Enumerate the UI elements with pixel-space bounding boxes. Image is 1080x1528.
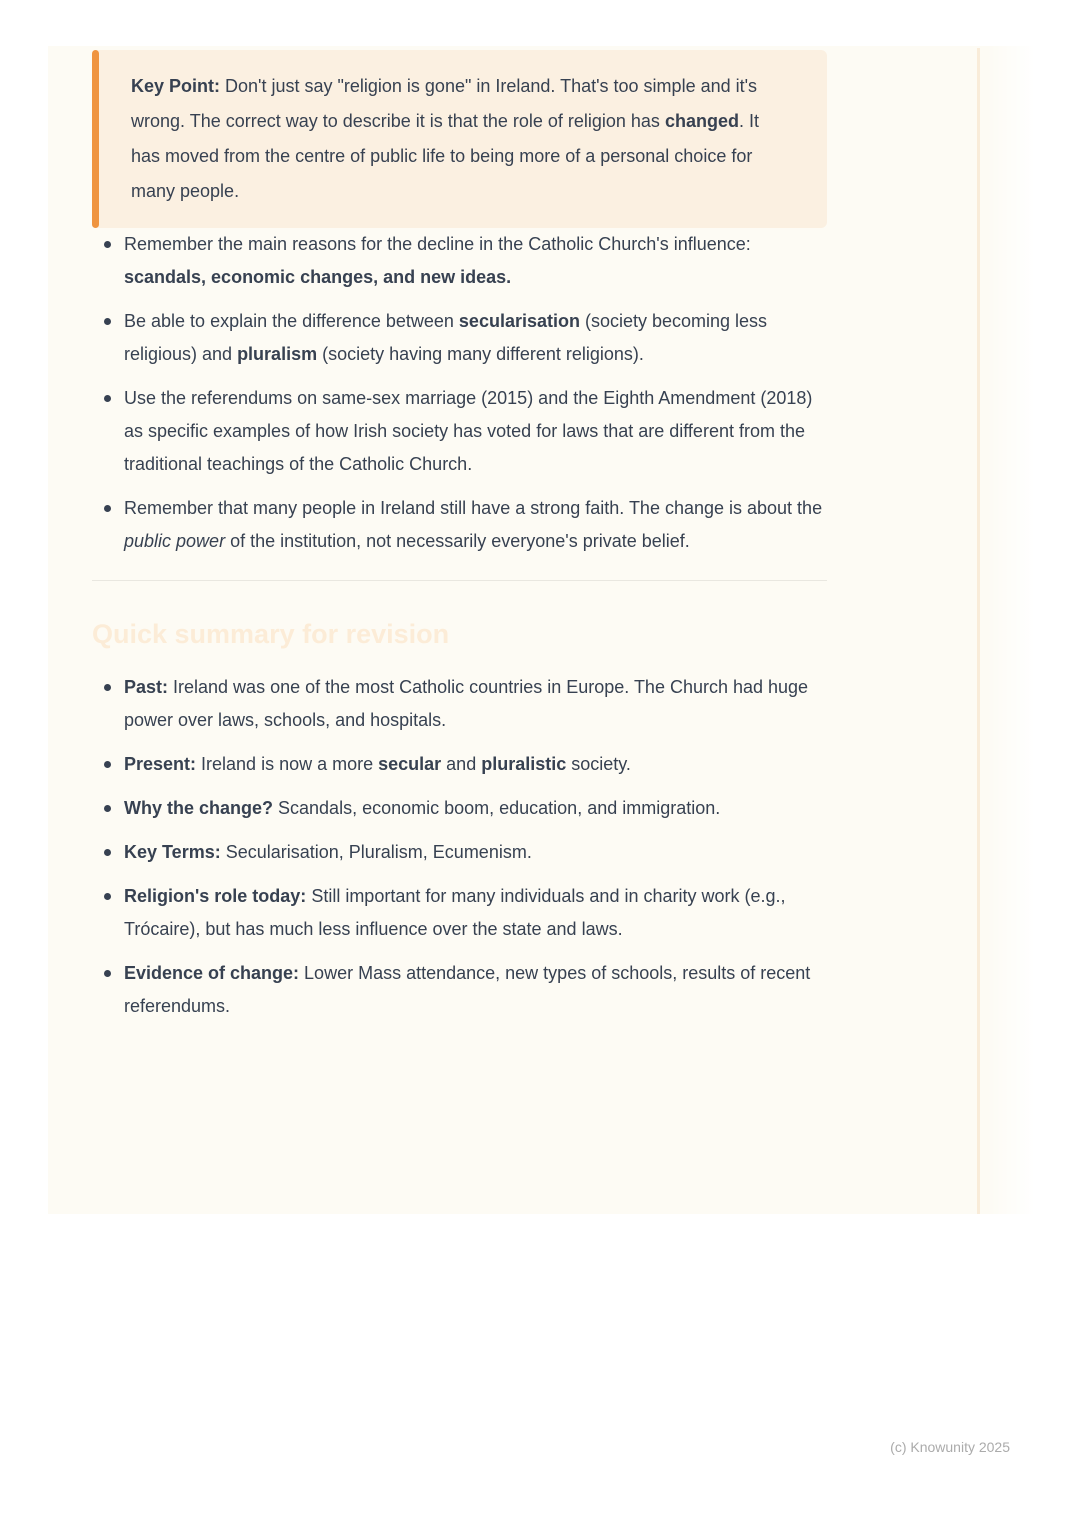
text-run: Remember the main reasons for the decline in the Catholic Church's influence:	[124, 234, 751, 254]
page-right-fade	[987, 46, 1035, 1214]
key-point-callout	[92, 50, 827, 228]
text-run: society.	[566, 754, 631, 775]
text-run: Present:	[124, 754, 197, 775]
bullet-item	[92, 880, 827, 946]
text-run: Evidence of change:	[124, 963, 300, 984]
text-run: Lower Mass attendance, new types of schools, results of recent referendums.	[124, 963, 811, 1017]
text-run: Scandals, economic boom, education, and immigration.	[273, 798, 721, 819]
text-run: secularisation	[458, 311, 580, 331]
bullet-item	[92, 305, 827, 371]
callout-accent-bar	[92, 50, 99, 228]
text-run: Ireland is now a more	[196, 754, 379, 775]
text-run: Key Point:	[131, 76, 221, 96]
text-run: Be able to explain the difference between	[124, 311, 459, 331]
text-run: and	[441, 754, 482, 775]
bullet-item	[92, 792, 827, 825]
text-run: Don't just say "religion is gone" in Ireland. That's too simple and it's wrong. The correct way to describe it is that the role of religion has	[131, 76, 758, 131]
text-run: of the institution, not necessarily everyone's private belief.	[225, 531, 690, 551]
exam-tips-list	[92, 228, 827, 558]
text-run: (society becoming less religious) and	[124, 311, 768, 364]
text-run: Ireland was one of the most Catholic countries in Europe. The Church had huge power over laws, schools, and hospitals.	[124, 677, 809, 731]
copyright-note: (c) Knowunity 2025	[890, 1439, 1010, 1455]
bullet-item	[92, 748, 827, 781]
text-run: public power	[124, 531, 226, 551]
document-page	[48, 46, 1035, 1214]
bullet-item	[92, 382, 827, 481]
text-run: Past:	[124, 677, 169, 698]
summary-heading: Quick summary for revision	[92, 619, 450, 649]
text-run: Secularisation, Pluralism, Ecumenism.	[220, 842, 532, 863]
summary-list	[92, 671, 827, 1023]
text-run: pluralistic	[481, 754, 567, 775]
text-run: Key Terms:	[124, 842, 221, 863]
text-run: Use the referendums on same-sex marriage (2015) and the Eighth Amendment (2018) as specific examples of how Irish society has voted for laws that are different from the traditional teachings of the Catholic Church.	[124, 388, 813, 474]
bullet-item	[92, 228, 827, 294]
bullet-item	[92, 957, 827, 1023]
text-run: changed	[664, 111, 739, 131]
bullet-item	[92, 492, 827, 558]
bullet-item	[92, 836, 827, 869]
text-run: Why the change?	[124, 798, 274, 819]
text-run: Remember that many people in Ireland still have a strong faith. The change is about the	[124, 498, 823, 518]
text-run: Still important for many individuals and in charity work (e.g., Trócaire), but has much less influence over the state and laws.	[124, 886, 786, 940]
bullet-item	[92, 671, 827, 737]
text-run: . It has moved from the centre of public life to being more of a personal choice for many people.	[131, 111, 759, 201]
text-run: Religion's role today:	[124, 886, 307, 907]
text-run: (society having many different religions).	[317, 344, 644, 364]
page-edge-line	[977, 48, 980, 1214]
document-content	[92, 46, 827, 1023]
section-divider	[92, 580, 827, 581]
text-run: secular	[378, 754, 442, 775]
text-run: scandals, economic changes, and new ideas.	[124, 267, 512, 287]
text-run: pluralism	[237, 344, 318, 364]
key-point-text	[131, 69, 787, 209]
